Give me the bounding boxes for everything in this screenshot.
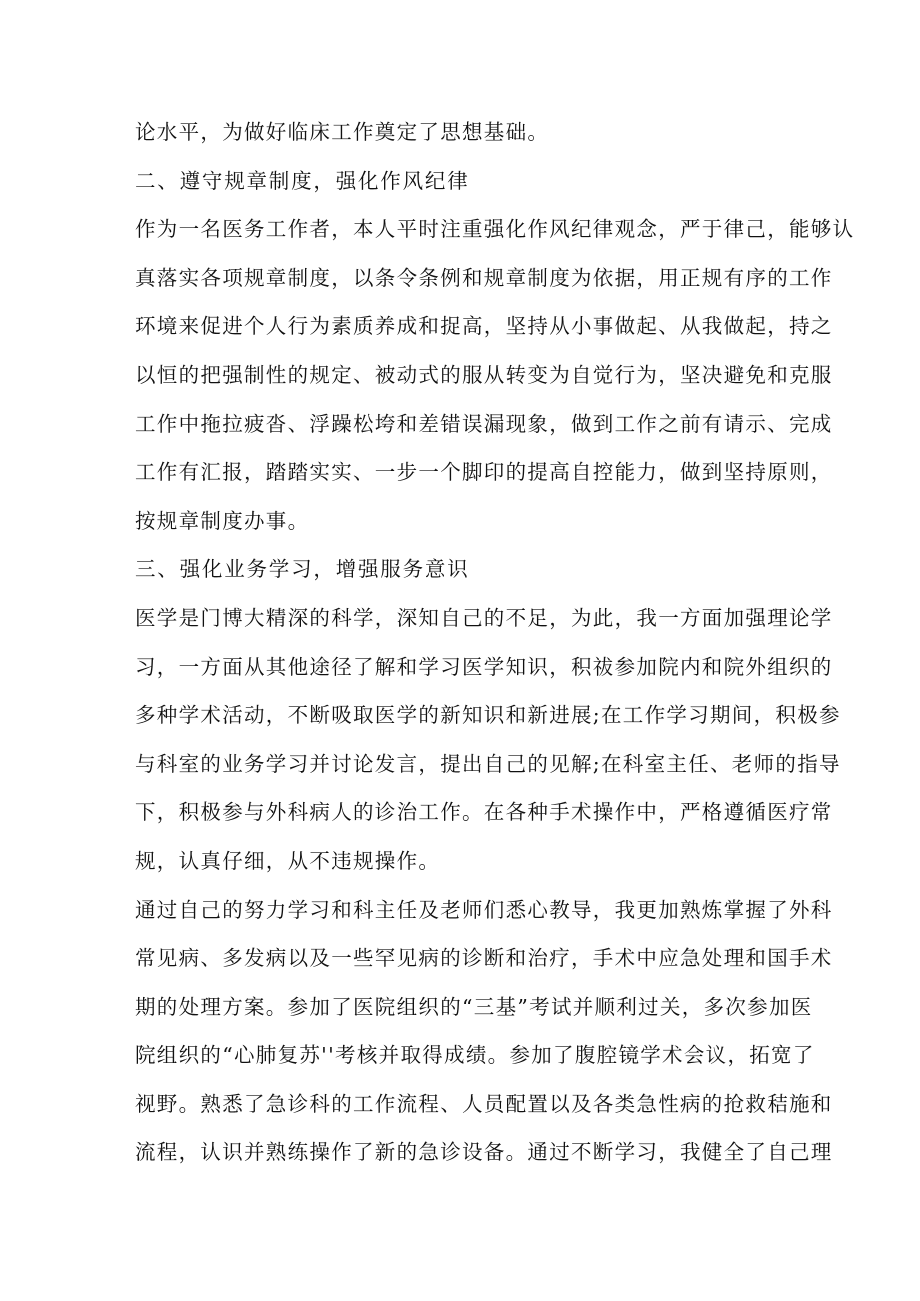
section-heading-2: 二、遵守规章制度，强化作风纪律 xyxy=(135,168,470,193)
paragraph-line: 工作有汇报，踏踏实实、一步一个脚印的提高自控能力，做到坚持原则， xyxy=(135,460,833,485)
document-body xyxy=(135,108,855,1177)
paragraph-line: 论水平，为做好临床工作奠定了思想基础。 xyxy=(135,120,550,144)
paragraph-line: 规，认真仔细，从不违规操作。 xyxy=(135,848,441,873)
paragraph-line: 与科室的业务学习并讨论发言，提出自己的见解;在科室主任、老师的指导 xyxy=(135,751,841,776)
section-heading-3: 三、强化业务学习，增强服务意识 xyxy=(135,557,470,582)
paragraph-line: 视野。熟悉了急诊科的工作流程、人员配置以及各类急性病的抢救秸施和 xyxy=(135,1091,833,1116)
paragraph-line: 通过自己的努力学习和科主任及老师们悉心教导，我更加熟炼掌握了外科 xyxy=(135,897,833,922)
paragraph-line: 工作中拖拉疲沓、浮躁松垮和差错误漏现象，做到工作之前有请示、完成 xyxy=(135,411,833,436)
paragraph-line: 期的处理方案。参加了医院组织的“三基”考试并顺利过关，多次参加医 xyxy=(135,994,813,1019)
paragraph-line: 下，积极参与外科病人的诊治工作。在各种手术操作中，严格遵循医疗常 xyxy=(135,800,833,825)
paragraph-line: 真落实各项规章制度，以条令条例和规章制度为依据，用正规有序的工作 xyxy=(135,265,833,290)
paragraph-line: 作为一名医务工作者，本人平时注重强化作风纪律观念，严于律己，能够认 xyxy=(135,217,855,242)
paragraph-line: 以恒的把强制性的规定、被动式的服从转变为自觉行为，坚决避免和克服 xyxy=(135,362,833,387)
paragraph-line: 多种学术活动，不断吸取医学的新知识和新进展;在工作学习期间，积极参 xyxy=(135,703,841,728)
paragraph-line: 环境来促进个人行为素质养成和捉高，坚持从小事做起、从我做起，持之 xyxy=(135,314,833,339)
paragraph-line: 医学是门博大精深的科学，深知自己的不足，为此，我一方面加强理论学 xyxy=(135,605,833,630)
paragraph-line: 按规章制度办事。 xyxy=(135,508,310,533)
paragraph-line: 习，一方面从其他途径了解和学习医学知识，积祓参加院内和院外组织的 xyxy=(135,654,833,679)
paragraph-line: 常见病、多发病以及一些罕见病的诊断和治疗，手术中应急处理和国手术 xyxy=(135,946,833,971)
paragraph-line: 流程，认识并熟练操作了新的急诊设备。通过不断学习，我健全了自己理 xyxy=(135,1140,833,1165)
paragraph-line: 院组织的“心肺复苏''考核并取得成绩。参加了腹腔镜学术会议，拓宽了 xyxy=(135,1043,815,1068)
